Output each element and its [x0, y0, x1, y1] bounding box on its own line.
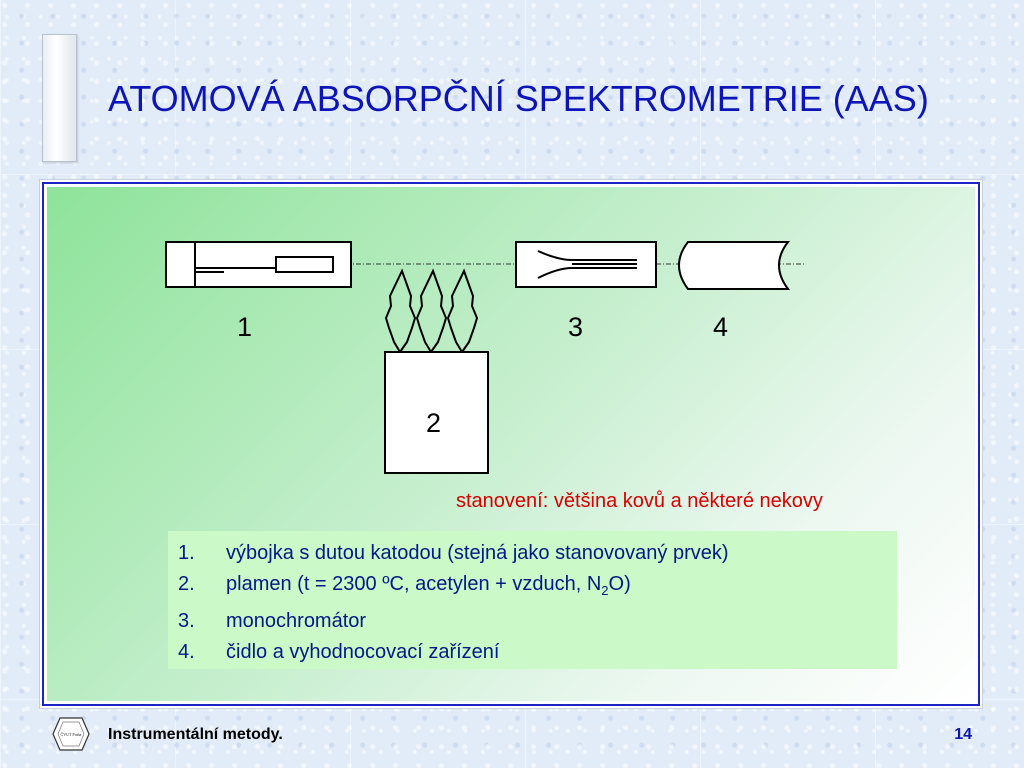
legend-number: 2.: [178, 573, 195, 595]
legend-box: [168, 531, 897, 669]
label-burner: 2: [426, 408, 442, 438]
legend-text: monochromátor: [226, 610, 367, 632]
flame-middle: [417, 271, 446, 352]
determination-note: stanovení: většina kovů a některé nekovy: [456, 490, 823, 512]
university-logo-icon: [52, 716, 90, 752]
legend-text: výbojka s dutou katodou (stejná jako stanovovaný prvek): [226, 542, 729, 564]
hollow-cathode-lamp: [166, 242, 351, 287]
legend-text-main: plamen (t = 2300 ºC, acetylen + vzduch, N: [226, 573, 602, 595]
page-number: 14: [954, 726, 972, 743]
detector: [679, 242, 788, 289]
label-monochromator: 3: [568, 312, 584, 342]
label-detector: 4: [713, 312, 729, 342]
legend-text: čidlo a vyhodnocovací zařízení: [226, 641, 500, 663]
monochromator: [516, 242, 656, 287]
flames: [386, 271, 477, 352]
legend-item: [178, 569, 897, 606]
legend-number: 3.: [178, 610, 195, 632]
legend-subscript: 2: [601, 583, 609, 598]
logo-text: ČVUT Praha: [60, 732, 82, 737]
flame-left: [386, 271, 415, 352]
legend-item: [178, 606, 897, 637]
legend-item: [178, 538, 897, 569]
legend-item: [178, 637, 897, 668]
legend-text: [226, 569, 631, 606]
label-lamp: 1: [237, 312, 253, 342]
footer-title: Instrumentální metody.: [108, 726, 283, 743]
legend-number: 1.: [178, 542, 195, 564]
slide-title: ATOMOVÁ ABSORPČNÍ SPEKTROMETRIE (AAS): [108, 78, 929, 119]
legend-text-tail: O): [608, 573, 631, 595]
legend-number: 4.: [178, 641, 195, 663]
flame-right: [448, 271, 477, 352]
